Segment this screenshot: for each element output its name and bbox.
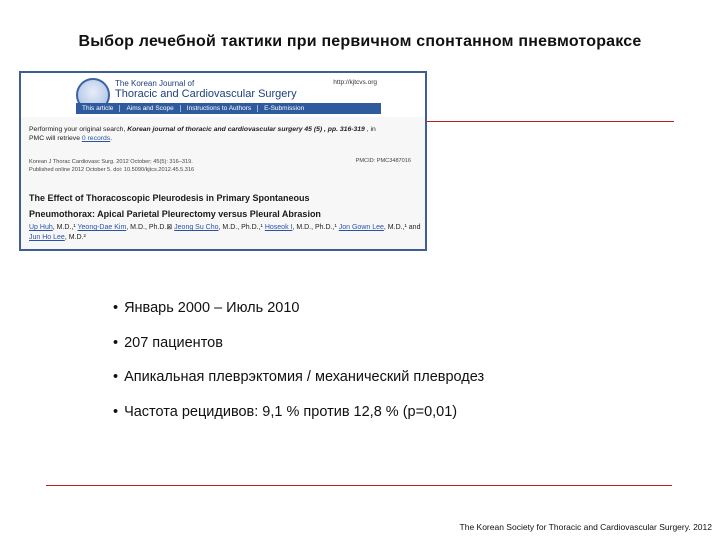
- author-link[interactable]: Jun Ho Lee: [29, 234, 65, 241]
- journal-nav: [76, 103, 381, 114]
- bullet-list: [113, 296, 484, 434]
- records-link[interactable]: 0 records: [81, 135, 111, 142]
- notice-end: .: [110, 135, 113, 142]
- author-suffix: , M.D.²: [64, 234, 86, 241]
- article-title-line-2: Pneumothorax: Apical Parietal Pleurectomy versus Pleural Abrasion: [29, 209, 321, 219]
- bullet-patients: • 207 пациентов: [113, 331, 484, 366]
- notice-line2: PMC will retrieve: [29, 135, 82, 142]
- journal-prefix: The Korean Journal of: [115, 79, 195, 88]
- citation-line: Korean J Thorac Cardiovasc Surg. 2012 October; 45(5): 316–319.: [29, 159, 193, 165]
- article-screenshot: [19, 71, 427, 251]
- author-link[interactable]: Jon Gown Lee: [338, 224, 384, 231]
- journal-header: [21, 73, 425, 117]
- author-suffix: , M.D., Ph.D.,¹: [292, 224, 339, 231]
- published-line: Published online 2012 October 5. doi: 10.5090/kjtcs.2012.45.5.316: [29, 167, 195, 173]
- divider-bottom: [46, 485, 672, 486]
- author-link[interactable]: Up Huh: [29, 224, 53, 231]
- slide-title: Выбор лечебной тактики при первичном спонтанном пневмотораксе: [78, 33, 642, 50]
- bullet-period: • Январь 2000 – Июль 2010: [113, 296, 484, 331]
- author-link[interactable]: Jeong Su Cho: [174, 224, 219, 231]
- author-link[interactable]: Yeong-Dae Kim: [77, 224, 127, 231]
- author-suffix: , M.D.,¹ and: [383, 224, 421, 231]
- footer-credit: The Korean Society for Thoracic and Cardiovascular Surgery. 2012: [459, 522, 712, 532]
- nav-aims-scope[interactable]: Aims and Scope: [120, 105, 180, 112]
- notice-journal: Korean journal of thoracic and cardiovascular surgery 45 (5) , pp. 316-319: [127, 126, 365, 133]
- article-body: [21, 117, 425, 251]
- journal-name: Thoracic and Cardiovascular Surgery: [115, 88, 297, 100]
- article-title-line-1: The Effect of Thoracoscopic Pleurodesis in Primary Spontaneous: [29, 193, 310, 203]
- divider-top: [427, 121, 674, 122]
- notice-prefix: Performing your original search,: [29, 126, 128, 133]
- nav-this-article[interactable]: This article: [76, 105, 120, 112]
- author-link[interactable]: Hoseok I: [264, 224, 293, 231]
- article-title: [29, 190, 419, 222]
- search-notice: [29, 125, 419, 143]
- bullet-recurrence: • Частота рецидивов: 9,1 % против 12,8 % (p=0,01): [113, 400, 484, 435]
- nav-e-submission[interactable]: E-Submission: [264, 105, 305, 112]
- nav-instructions[interactable]: Instructions to Authors: [181, 105, 258, 112]
- author-suffix: , M.D., Ph.D.,¹: [218, 224, 265, 231]
- bullet-methods: • Апикальная плеврэктомия / механический плевродез: [113, 365, 484, 400]
- author-suffix: , M.D.,¹: [52, 224, 78, 231]
- pmc-id: PMCID: PMC3487016: [355, 158, 411, 164]
- author-list: [29, 223, 421, 243]
- author-suffix: , M.D., Ph.D.⊠: [126, 224, 175, 231]
- journal-url: http://kjtcvs.org: [333, 79, 377, 86]
- notice-mid: , in: [364, 126, 376, 133]
